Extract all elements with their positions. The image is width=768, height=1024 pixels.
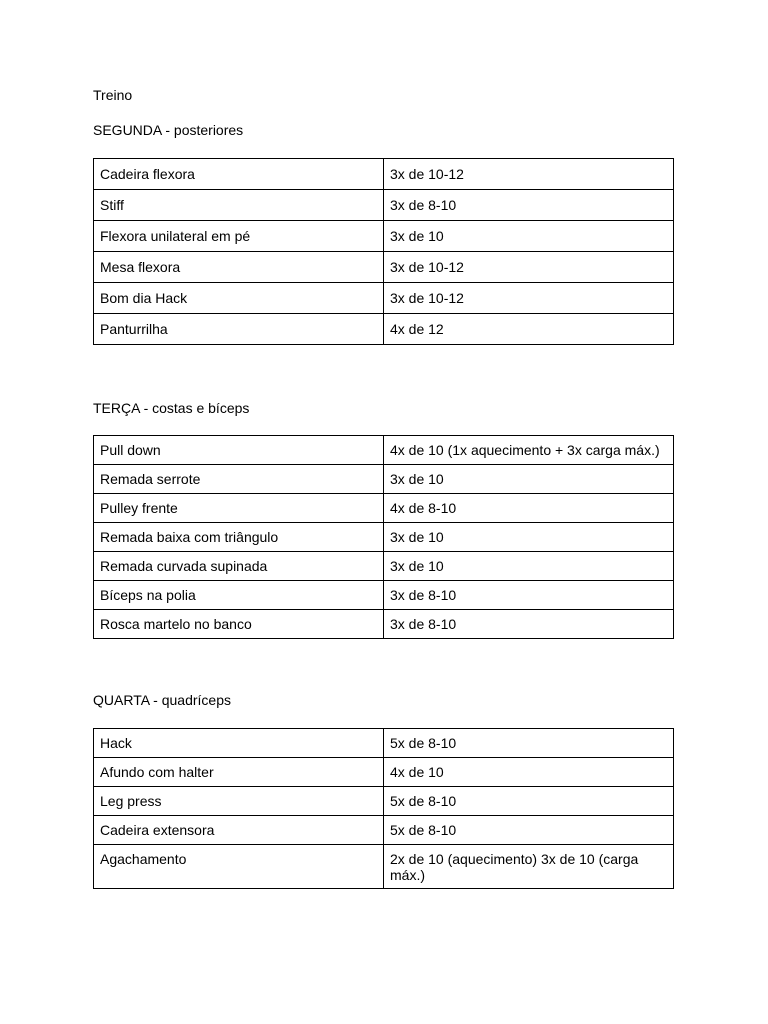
exercise-cell: Cadeira flexora (94, 159, 384, 190)
workout-table-segunda (93, 158, 674, 345)
sets-cell: 5x de 8-10 (384, 729, 674, 758)
table-row (94, 610, 674, 639)
sets-cell: 3x de 8-10 (384, 190, 674, 221)
sets-cell: 3x de 10 (384, 523, 674, 552)
table-row (94, 436, 674, 465)
table-row (94, 283, 674, 314)
exercise-cell: Rosca martelo no banco (94, 610, 384, 639)
exercise-cell: Leg press (94, 787, 384, 816)
sets-cell: 4x de 10 (1x aquecimento + 3x carga máx.) (384, 436, 674, 465)
exercise-cell: Pull down (94, 436, 384, 465)
table-row (94, 494, 674, 523)
table-row (94, 787, 674, 816)
exercise-cell: Stiff (94, 190, 384, 221)
sets-cell: 2x de 10 (aquecimento) 3x de 10 (carga máx.) (384, 845, 674, 889)
exercise-cell: Bíceps na polia (94, 581, 384, 610)
exercise-cell: Remada curvada supinada (94, 552, 384, 581)
table-row (94, 816, 674, 845)
workout-table-terca (93, 435, 674, 639)
table-row (94, 581, 674, 610)
sets-cell: 4x de 8-10 (384, 494, 674, 523)
sets-cell: 3x de 10 (384, 221, 674, 252)
document-title: Treino (93, 87, 133, 103)
exercise-cell: Remada serrote (94, 465, 384, 494)
exercise-cell: Cadeira extensora (94, 816, 384, 845)
exercise-cell: Hack (94, 729, 384, 758)
sets-cell: 3x de 10 (384, 552, 674, 581)
section-heading-segunda: SEGUNDA - posteriores (93, 122, 244, 138)
exercise-cell: Panturrilha (94, 314, 384, 345)
section-heading-terca: TERÇA - costas e bíceps (93, 400, 250, 416)
exercise-cell: Afundo com halter (94, 758, 384, 787)
exercise-cell: Agachamento (94, 845, 384, 889)
exercise-cell: Flexora unilateral em pé (94, 221, 384, 252)
exercise-cell: Bom dia Hack (94, 283, 384, 314)
table-row (94, 190, 674, 221)
table-row (94, 465, 674, 494)
sets-cell: 3x de 10-12 (384, 283, 674, 314)
table-row (94, 552, 674, 581)
sets-cell: 4x de 12 (384, 314, 674, 345)
workout-table-quarta (93, 728, 674, 889)
sets-cell: 3x de 8-10 (384, 610, 674, 639)
exercise-cell: Remada baixa com triângulo (94, 523, 384, 552)
exercise-cell: Pulley frente (94, 494, 384, 523)
sets-cell: 3x de 10-12 (384, 252, 674, 283)
sets-cell: 5x de 8-10 (384, 816, 674, 845)
table-row (94, 314, 674, 345)
sets-cell: 3x de 8-10 (384, 581, 674, 610)
sets-cell: 5x de 8-10 (384, 787, 674, 816)
table-row (94, 159, 674, 190)
table-row (94, 221, 674, 252)
table-row (94, 845, 674, 889)
table-row (94, 252, 674, 283)
table-row (94, 729, 674, 758)
sets-cell: 4x de 10 (384, 758, 674, 787)
sets-cell: 3x de 10-12 (384, 159, 674, 190)
table-row (94, 758, 674, 787)
exercise-cell: Mesa flexora (94, 252, 384, 283)
table-row (94, 523, 674, 552)
section-heading-quarta: QUARTA - quadríceps (93, 692, 231, 708)
sets-cell: 3x de 10 (384, 465, 674, 494)
